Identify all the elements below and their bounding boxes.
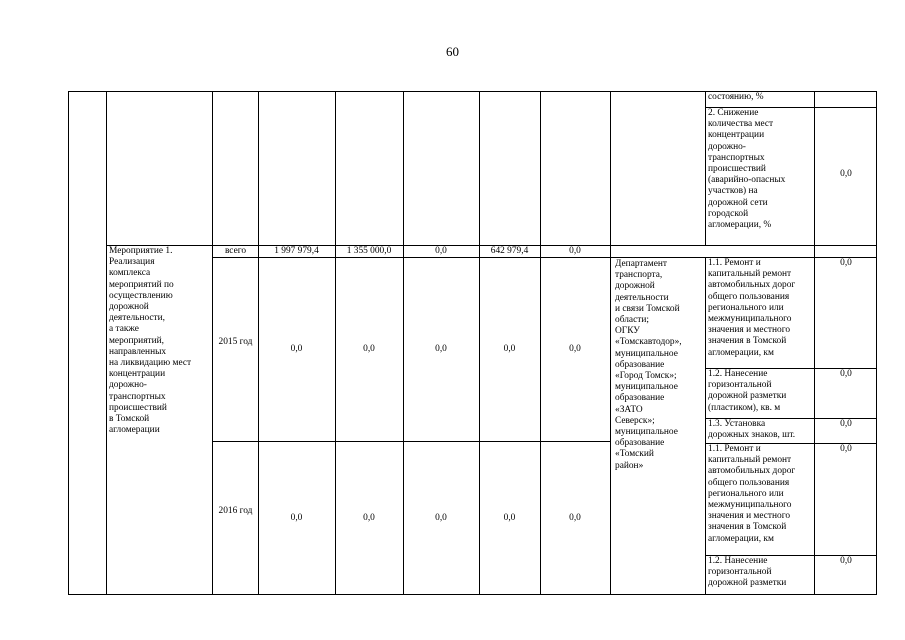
col-sep-year — [258, 91, 259, 595]
col-sep-title — [212, 91, 213, 595]
indicator-2015-1-2: 1.2. Нанесение горизонтальной дорожной разметки (пластиком), кв. м — [708, 369, 787, 413]
col-sep-value-2 — [403, 91, 404, 595]
indicator-2015-1-1-value: 0,0 — [840, 258, 852, 268]
total-value-4: 642 979,4 — [490, 246, 529, 256]
year-2015-value-4: 0,0 — [503, 344, 516, 354]
col-sep-number — [106, 91, 107, 595]
col-sep-value-4 — [540, 91, 541, 595]
row-sep-ind-1-3 — [705, 443, 877, 444]
indicator-2016-1-2: 1.2. Нанесение горизонтальной дорожной разметки — [708, 556, 787, 589]
table-border-top — [68, 91, 877, 92]
year-2016-value-5: 0,0 — [569, 513, 581, 523]
executors: Департамент транспорта, дорожной деятельности и связи Томской области; ОГКУ «Томскавтодор», муниципальное образование «Город Томск»; муниципальное образование «ЗАТО Северск»; муниципальное образование «Томский район» — [615, 259, 682, 471]
year-2016-value-3: 0,0 — [435, 513, 447, 523]
row-sep-ind-1-1 — [705, 368, 877, 369]
indicator-2015-1-2-value: 0,0 — [840, 369, 852, 379]
total-value-5: 0,0 — [569, 246, 581, 256]
total-label: всего — [224, 246, 247, 256]
budget-table — [68, 91, 877, 595]
year-2016-value-2: 0,0 — [363, 513, 375, 523]
year-2016-value-4: 0,0 — [503, 513, 516, 523]
prev-indicator-2: 2. Снижение количества мест концентрации дорожно- транспортных происшествий (аварийно-опасных участков) на дорожной сети городской агломерации, % — [708, 108, 786, 231]
indicator-2015-1-3: 1.3. Установка дорожных знаков, шт. — [708, 419, 796, 441]
year-2015-value-2: 0,0 — [363, 344, 375, 354]
measure-title: Мероприятие 1. Реализация комплекса мероприятий по осуществлению дорожной деятельности, а также мероприятий, направленных на ликвидацию мест концентрации дорожно- транспортных происшествий в Томской агломерации — [109, 246, 192, 436]
year-2016-label: 2016 год — [218, 506, 253, 516]
row-sep-measure-start — [106, 245, 877, 246]
year-2015-value-1: 0,0 — [290, 344, 303, 354]
table-border-bottom — [68, 594, 877, 595]
prev-indicator-tail: состоянию, % — [708, 92, 764, 102]
indicator-2015-1-3-value: 0,0 — [840, 419, 852, 429]
row-sep-ind-2016-1-1 — [705, 555, 877, 556]
year-2015-value-3: 0,0 — [435, 344, 447, 354]
row-sep-total — [212, 257, 877, 258]
indicator-2016-1-2-value: 0,0 — [840, 556, 852, 566]
page-number: 60 — [446, 44, 459, 59]
col-sep-value-5 — [610, 91, 611, 595]
row-sep-ind-1-2 — [705, 418, 877, 419]
indicator-2016-1-1-value: 0,0 — [840, 444, 852, 454]
total-value-1: 1 997 979,4 — [274, 246, 319, 256]
prev-indicator-2-value: 0,0 — [840, 169, 852, 179]
total-value-2: 1 355 000,0 — [346, 246, 392, 256]
col-sep-executor-bottom — [705, 257, 706, 595]
row-sep-2015 — [212, 441, 611, 442]
year-2015-value-5: 0,0 — [569, 344, 581, 354]
row-sep-prev-indicator — [705, 107, 877, 108]
col-sep-indicator — [814, 91, 815, 595]
col-sep-value-1 — [335, 91, 336, 595]
year-2016-value-1: 0,0 — [290, 513, 303, 523]
indicator-2016-1-1: 1.1. Ремонт и капитальный ремонт автомобильных дорог общего пользования регионального или межмуниципального значения и местного значения в Томской агломерации, км — [708, 444, 796, 544]
year-2015-label: 2015 год — [218, 337, 253, 347]
table-border-right — [876, 91, 877, 595]
total-value-3: 0,0 — [435, 246, 447, 256]
col-sep-value-3 — [479, 91, 480, 595]
indicator-2015-1-1: 1.1. Ремонт и капитальный ремонт автомобильных дорог общего пользования регионального или межмуниципального значения и местного значения в Томской агломерации, км — [708, 258, 796, 358]
col-sep-executor-top — [705, 91, 706, 246]
table-border-left — [68, 91, 69, 595]
